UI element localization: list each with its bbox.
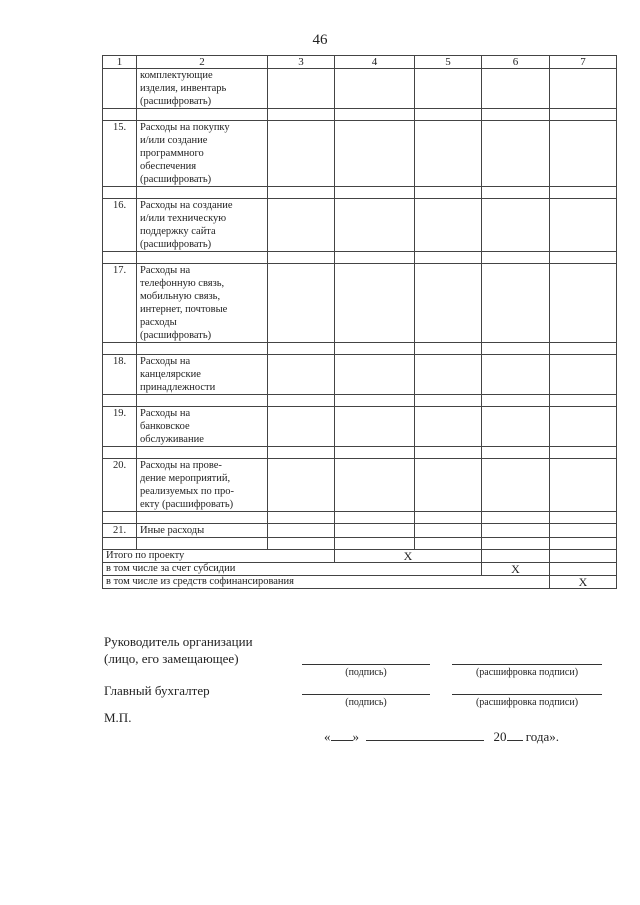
table-spacer-row [103,512,617,524]
page-number: 46 [312,32,328,48]
row-description-line: Расходы на [140,265,191,276]
row-description [137,264,268,343]
table-spacer-row [103,109,617,121]
subsidy-label: в том числе за счет субсидии [103,563,482,576]
year-prefix: 20 [493,729,507,744]
row-description-line: телефонную связь, [140,278,225,289]
row-number: 20. [103,459,137,512]
month-blank [366,728,484,741]
row-number: 15. [103,121,137,187]
table-row [103,121,617,187]
decoding-caption: (расшифровка подписи) [475,697,579,708]
row-number: 18. [103,355,137,395]
column-header: 1 [103,56,137,69]
column-header: 5 [415,56,482,69]
row-description-line: мобильную связь, [140,291,221,302]
head-signature-line [302,664,430,665]
total-project-row [103,550,617,563]
column-header: 6 [482,56,550,69]
row-description-line: екту (расшифровать) [140,499,234,510]
x-mark: X [550,576,617,589]
table-header-row [103,56,617,69]
column-header: 2 [137,56,268,69]
row-description-line: интернет, почтовые [140,304,228,315]
row-description-line: расходы [140,317,177,328]
row-description-line: банковское [140,421,190,432]
table-row [103,524,617,538]
row-description-line: (расшифровать) [140,239,212,250]
total-project-label: Итого по проекту [103,550,335,563]
cofinancing-label: в том числе из средств софинансирования [103,576,550,589]
row-description-line: (расшифровать) [140,330,212,341]
row-description-line: поддержку сайта [140,226,216,237]
table-row [103,407,617,447]
row-description-line: Расходы на покупку [140,122,230,133]
row-number: 16. [103,199,137,252]
table-spacer-row [103,252,617,264]
row-description [137,199,268,252]
row-description-line: Расходы на создание [140,200,233,211]
row-description-line: обеспечения [140,161,197,172]
row-description-line: реализуемых по про- [140,486,235,497]
row-description-line: программного [140,148,204,159]
column-header: 3 [268,56,335,69]
date-open-quote: « [324,729,331,744]
table-spacer-row [103,187,617,199]
decoding-caption: (расшифровка подписи) [475,667,579,678]
table-spacer-row [103,343,617,355]
head-decoding-line [452,664,602,665]
row-description-line: Расходы на [140,356,191,367]
row-description-line: дение мероприятий, [140,473,231,484]
column-header: 7 [550,56,617,69]
table-row [103,69,617,109]
stamp-placeholder: М.П. [104,710,132,725]
row-description-line: Расходы на [140,408,191,419]
x-mark: X [335,550,482,563]
budget-table [102,55,617,589]
signature-caption: (подпись) [345,697,387,708]
year-suffix: года». [525,729,560,744]
date-line [324,728,559,745]
signature-caption: (подпись) [345,667,387,678]
row-description-line: Иные расходы [140,525,205,536]
year-blank [507,728,523,741]
row-description [137,69,268,109]
table-spacer-row [103,447,617,459]
cofinancing-row [103,576,617,589]
table-spacer-row [103,538,617,550]
table-row [103,199,617,252]
row-description-line: (расшифровать) [140,96,212,107]
row-description-line: и/или техническую [140,213,227,224]
row-description [137,524,268,538]
row-description-line: канцелярские [140,369,201,380]
row-description-line: изделия, инвентарь [140,83,227,94]
accountant-signature-line [302,694,430,695]
row-number: 19. [103,407,137,447]
date-mid-quote: » [352,729,359,744]
row-description-line: принадлежности [140,382,216,393]
table-row [103,459,617,512]
row-description-line: обслуживание [140,434,204,445]
head-title-line1: Руководитель организации [104,634,253,649]
chief-accountant-label: Главный бухгалтер [104,683,210,698]
table-spacer-row [103,395,617,407]
day-blank [331,728,353,741]
row-description [137,407,268,447]
row-description [137,459,268,512]
head-title-line2: (лицо, его замещающее) [104,651,239,666]
row-description-line: (расшифровать) [140,174,212,185]
row-description-line: и/или создание [140,135,208,146]
row-description [137,121,268,187]
subsidy-row [103,563,617,576]
row-description [137,355,268,395]
row-number: 17. [103,264,137,343]
table-row [103,264,617,343]
column-header: 4 [335,56,415,69]
row-description-line: комплектующие [140,70,213,81]
row-description-line: Расходы на прове- [140,460,222,471]
row-number [103,69,137,109]
row-number: 21. [103,524,137,538]
accountant-decoding-line [452,694,602,695]
x-mark: X [482,563,550,576]
table-row [103,355,617,395]
